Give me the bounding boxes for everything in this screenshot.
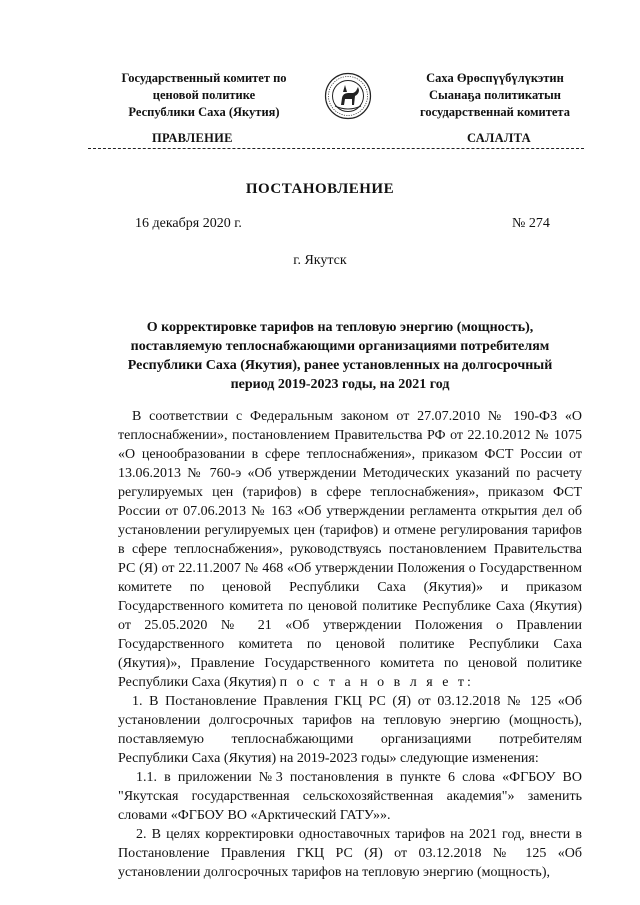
header-left-org: [94, 70, 314, 121]
header-left-line: ценовой политике: [152, 88, 256, 102]
document-number: № 274: [512, 216, 550, 231]
document-body: [118, 407, 582, 882]
document-city: г. Якутск: [293, 253, 347, 268]
paragraph-preamble: [118, 407, 582, 692]
header-right-line: Саха Өрөспүүбүлүкэтин: [426, 71, 564, 85]
header-left-subtitle: ПРАВЛЕНИЕ: [152, 131, 233, 145]
header-right-org: [390, 70, 600, 121]
header-right-line: Сыанаҕа политикатын: [429, 88, 561, 102]
header-left-line: Республики Саха (Якутия): [128, 105, 280, 119]
document-title: ПОСТАНОВЛЕНИЕ: [245, 181, 395, 197]
header-right-line: государственнай комитета: [420, 105, 570, 119]
resolves-text: п о с т а н о в л я е т:: [279, 675, 474, 690]
header-divider: [88, 148, 584, 149]
header-right-subtitle: САЛАЛТА: [467, 131, 531, 145]
header-left-line: Государственный комитет по: [121, 71, 287, 85]
paragraph-item-1: 1. В Постановление Правления ГКЦ РС (Я) от 03.12.2018 № 125 «Об установлении долгосрочных тарифов на тепловую энергию (мощность), поставляемую теплоснабжающими организациями потребителям Республики Саха (Якутия) на 2019-2023 годы» следующие изменения:: [118, 694, 582, 766]
paragraph-item-2: 2. В целях корректировки одноставочных тарифов на 2021 год, внести в Постановление Правления ГКЦ РС (Я) от 03.12.2018 № 125 «Об установлении долгосрочных тарифов на тепловую энергию (мощность),: [118, 827, 582, 880]
paragraph-item-1-1: 1.1. в приложении №3 постановления в пункте 6 слова «ФГБОУ ВО "Якутская государственная сельскохозяйственная академия"» заменить словами «ФГБОУ ВО «Арктический ГАТУ»».: [118, 770, 582, 823]
coat-of-arms-emblem: [324, 72, 372, 120]
document-subject: О корректировке тарифов на тепловую энергию (мощность), поставляемую теплоснабжающими организациями потребителям Республики Саха (Якутия), ранее установленных на долгосрочный период 2019-2023 годы, на 2021 год: [127, 320, 553, 392]
preamble-text: В соответствии с Федеральным законом от 27.07.2010 № 190-ФЗ «О теплоснабжении», постановлением Правительства РФ от 22.10.2012 № 1075 «О ценообразовании в сфере теплоснабжения», приказом ФСТ России от 13.06.2013 № 760-э «Об утверждении Методических указаний по расчету регулируемых цен (тарифов) в сфере теплоснабжения», приказом ФСТ России от 07.06.2013 № 163 «Об утверждении регламента открытия дел об установлении регулируемых цен (тарифов) и отмене регулирования тарифов в сфере теплоснабжения», руководствуясь постановлением Правительства РС (Я) от 22.11.2007 № 468 «Об утверждении Положения о Государственном комитете по ценовой Республики Саха (Якутия)» и приказом Государственного комитета по ценовой политике Республике Саха (Якутия) от 25.05.2020 № 21 «Об утверждении Положения о Правлении Государственного комитета по ценовой политике Республики Саха (Якутия)», Правление Государственного комитета по ценовой политике Республики Саха (Якутия): [118, 409, 582, 690]
document-date: 16 декабря 2020 г.: [135, 216, 242, 231]
